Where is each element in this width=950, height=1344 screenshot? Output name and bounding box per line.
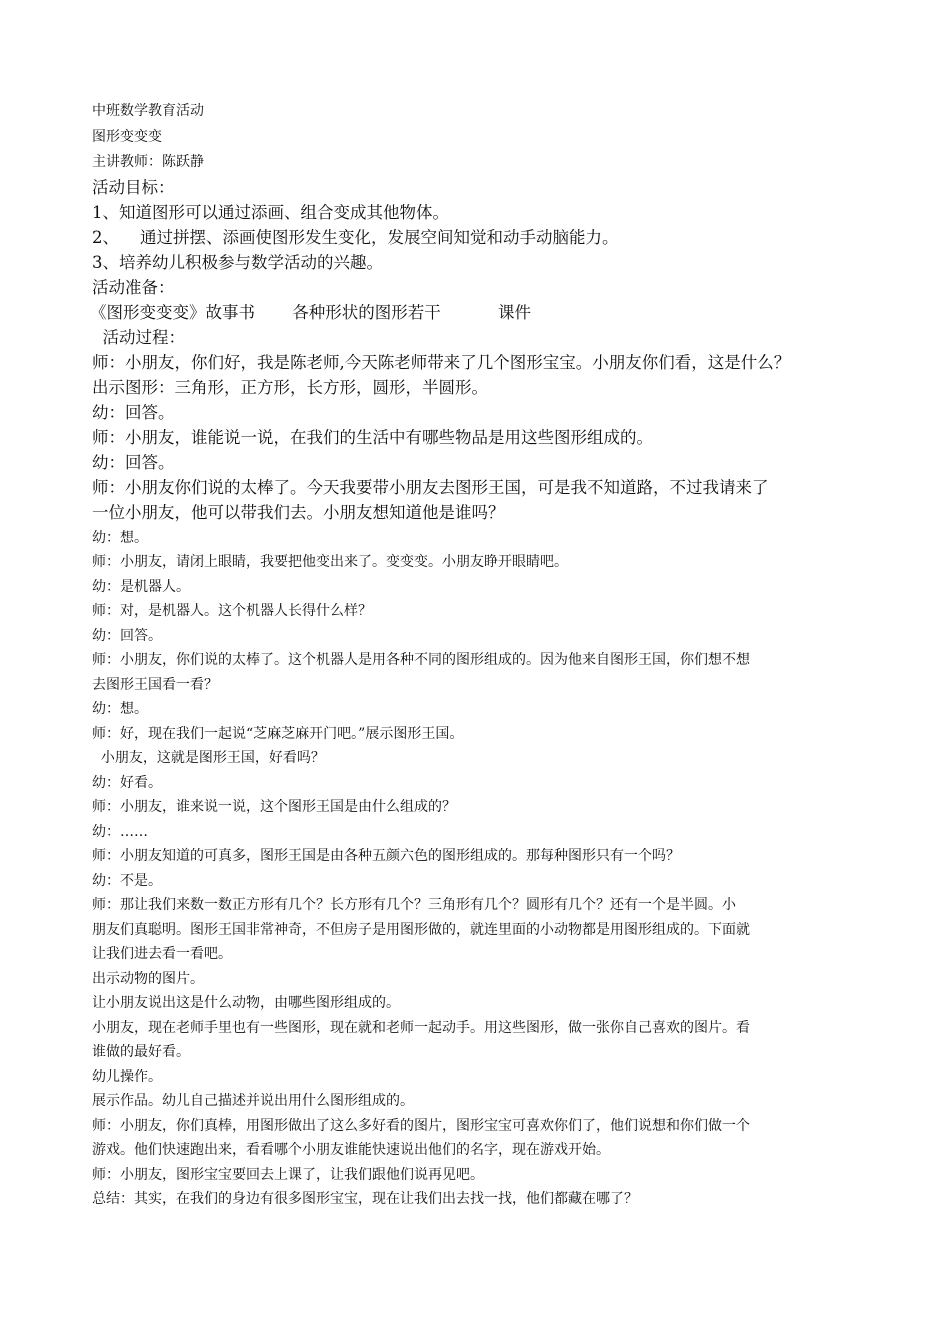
dialogue-line: 幼：是机器人。 [92, 579, 190, 595]
dialogue-line: 师：小朋友，你们真棒，用图形做出了这么多好看的图片，图形宝宝可喜欢你们了，他们说想和你们做一个 [92, 1118, 750, 1134]
summary-line: 总结：其实，在我们的身边有很多图形宝宝，现在让我们出去找一找，他们都藏在哪了？ [92, 1191, 638, 1207]
dialogue-line: 小朋友，现在老师手里也有一些图形，现在就和老师一起动手。用这些图形，做一张你自己喜欢的图片。看 [92, 1020, 750, 1036]
goal-item: 2、 通过拼摆、添画使图形发生变化，发展空间知觉和动手动脑能力。 [92, 228, 619, 247]
dialogue-line: 师：好，现在我们一起说“芝麻芝麻开门吧。”展示图形王国。 [92, 726, 464, 742]
dialogue-line: 游戏。他们快速跑出来，看看哪个小朋友谁能快速说出他们的名字，现在游戏开始。 [92, 1142, 610, 1158]
teacher-line: 主讲教师：陈跃静 [92, 154, 204, 170]
goal-item: 3、培养幼儿积极参与数学活动的兴趣。 [92, 253, 383, 272]
dialogue-line: 师：那让我们来数一数正方形有几个？长方形有几个？三角形有几个？圆形有几个？还有一个是半圆。小 [92, 897, 736, 913]
dialogue-line: 去图形王国看一看？ [92, 677, 218, 693]
dialogue-line: 幼：回答。 [92, 453, 175, 472]
prep-items [90, 305, 531, 322]
dialogue-line: 师：小朋友你们说的太棒了。今天我要带小朋友去图形王国，可是我不知道路，不过我请来了 [92, 478, 769, 497]
prep-item: 课件 [498, 303, 531, 322]
dialogue-line: 出示图形：三角形，正方形，长方形，圆形，半圆形。 [92, 378, 488, 397]
dialogue-line: 一位小朋友，他可以带我们去。小朋友想知道他是谁吗？ [92, 503, 505, 522]
dialogue-line: 幼：想。 [92, 530, 148, 546]
dialogue-line: 师：小朋友，你们好，我是陈老师,今天陈老师带来了几个图形宝宝。小朋友你们看，这是什么？ [92, 353, 791, 372]
dialogue-line: 师：小朋友，图形宝宝要回去上课了，让我们跟他们说再见吧。 [92, 1167, 484, 1183]
section-heading-goals: 活动目标： [92, 178, 175, 197]
doc-title: 中班数学教育活动 [92, 103, 204, 119]
lesson-title: 图形变变变 [92, 129, 162, 145]
dialogue-line: 师：小朋友，请闭上眼睛，我要把他变出来了。变变变。小朋友睁开眼睛吧。 [92, 554, 568, 570]
dialogue-line: 小朋友，这就是图形王国，好看吗？ [92, 750, 325, 766]
dialogue-line: 幼儿操作。 [92, 1069, 162, 1085]
section-heading-prep: 活动准备： [92, 278, 175, 297]
dialogue-line: 师：小朋友知道的可真多，图形王国是由各种五颜六色的图形组成的。那每种图形只有一个吗？ [92, 848, 680, 864]
dialogue-line: 师：对，是机器人。这个机器人长得什么样？ [92, 603, 372, 619]
dialogue-line: 幼：回答。 [92, 628, 162, 644]
prep-item: 各种形状的图形若干 [292, 303, 441, 322]
dialogue-line: 师：小朋友，谁来说一说，这个图形王国是由什么组成的？ [92, 799, 456, 815]
dialogue-line: 师：小朋友，谁能说一说，在我们的生活中有哪些物品是用这些图形组成的。 [92, 428, 653, 447]
dialogue-line: 幼：回答。 [92, 403, 175, 422]
section-heading-process: 活动过程： [92, 328, 185, 347]
dialogue-line: 让我们进去看一看吧。 [92, 946, 232, 962]
dialogue-line: 谁做的最好看。 [92, 1044, 190, 1060]
goal-item: 1、知道图形可以通过添画、组合变成其他物体。 [92, 203, 449, 222]
dialogue-line: 展示作品。幼儿自己描述并说出用什么图形组成的。 [92, 1093, 414, 1109]
dialogue-line: 幼：…… [92, 824, 148, 840]
dialogue-line: 师：小朋友，你们说的太棒了。这个机器人是用各种不同的图形组成的。因为他来自图形王国，你们想不想 [92, 652, 750, 668]
dialogue-line: 幼：想。 [92, 701, 148, 717]
dialogue-line: 朋友们真聪明。图形王国非常神奇，不但房子是用图形做的，就连里面的小动物都是用图形组成的。下面就 [92, 922, 750, 938]
dialogue-line: 幼：好看。 [92, 775, 162, 791]
dialogue-line: 出示动物的图片。 [92, 971, 204, 987]
prep-item: 《图形变变变》故事书 [90, 303, 255, 322]
dialogue-line: 幼：不是。 [92, 873, 162, 889]
dialogue-line: 让小朋友说出这是什么动物，由哪些图形组成的。 [92, 995, 400, 1011]
